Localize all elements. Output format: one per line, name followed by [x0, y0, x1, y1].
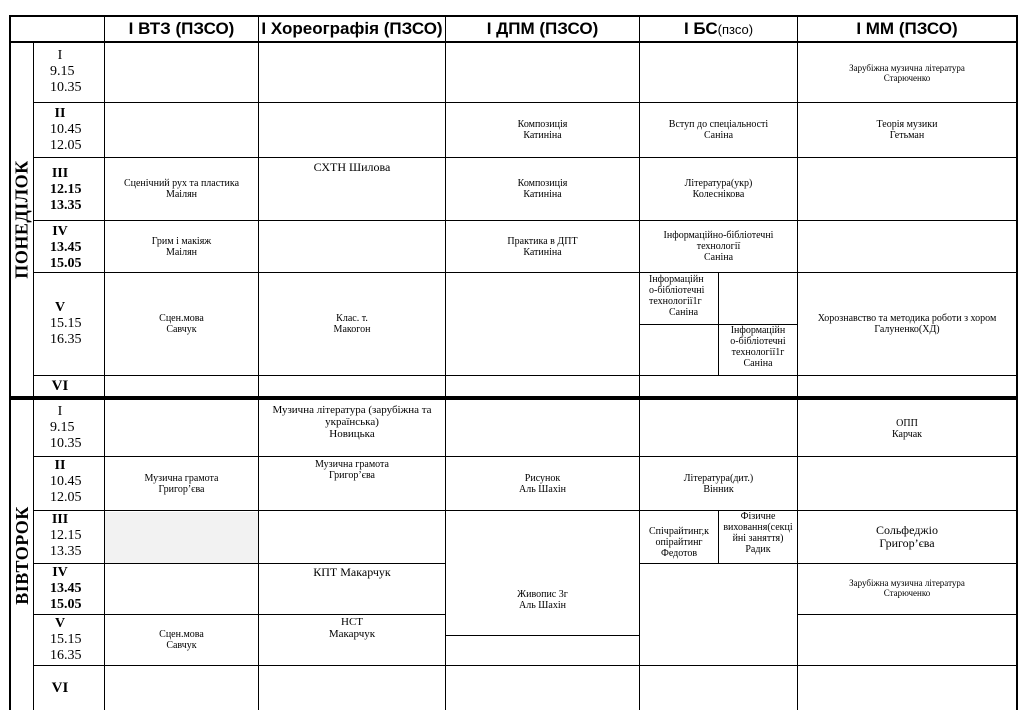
slot-mon-1: I 9.15 10.35: [50, 48, 82, 95]
lesson-mon-2-mm: Теорія музики Гетьман: [876, 119, 938, 141]
header-dpm: І ДПМ (ПЗСО): [486, 19, 599, 38]
lesson-tue-5-chor: НСТ Макарчук: [328, 616, 376, 640]
header-vtz: І ВТЗ (ПЗСО): [128, 19, 235, 38]
slot-tue-5: V 15.15 16.35: [50, 616, 82, 663]
slot-tue-3: III 12.15 13.35: [50, 512, 82, 559]
lesson-tue-4-chor: КПТ Макарчук: [313, 565, 391, 579]
lesson-tue-5-vtz: Сцен.мова Савчук: [159, 629, 204, 651]
slot-mon-2: II 10.45 12.05: [50, 106, 82, 153]
row-line: [34, 563, 446, 564]
header-bs: І БС (пзсо): [683, 19, 754, 38]
lesson-tue-2-vtz: Музична грамота Григор’єва: [144, 472, 219, 495]
lesson-tue-3-bs-b: Фізичне виховання(секці йні заняття) Радик: [723, 511, 793, 555]
day-tuesday: ВІВТОРОК: [11, 505, 32, 605]
lesson-mon-4-vtz: Грим і макіяж Маілян: [151, 235, 212, 258]
lesson-tue-2-dpm: Рисунок Аль Шахін: [519, 472, 566, 495]
top-border: [10, 15, 1017, 17]
lesson-mon-3-dpm: Композиція Катиніна: [517, 178, 568, 200]
lesson-mon-1-mm: Зарубіжна музична література Старюченко: [849, 62, 965, 83]
lesson-mon-5-vtz: Сцен.мова Савчук: [159, 313, 204, 335]
right-border: [1016, 15, 1018, 710]
header-mm: І ММ (ПЗСО): [856, 19, 958, 38]
lesson-tue-3-mm: Сольфеджіо Григор’єва: [876, 523, 938, 550]
lesson-mon-2-dpm: Композиція Катиніна: [517, 119, 568, 141]
row-line: [640, 563, 1017, 564]
slot-mon-5: V 15.15 16.35: [50, 300, 82, 347]
lesson-tue-2-bs: Література(дит.) Вінник: [683, 472, 754, 495]
lesson-tue-2-chor: Музична грамота Григор’єва: [315, 459, 389, 481]
header-choreography: І Хореографія (ПЗСО): [261, 19, 443, 38]
lesson-mon-2-bs: Вступ до спеціальності Саніна: [668, 119, 769, 141]
lesson-mon-4-bs: Інформаційно-бібліотечні технології Саніна: [663, 230, 774, 263]
slot-mon-3: III 12.15 13.35: [50, 166, 82, 213]
lesson-mon-3-vtz: Сценічний рух та пластика Маілян: [123, 178, 240, 200]
empty-shaded-cell: [105, 512, 259, 564]
lesson-mon-5-bs-b: Інформаційн о-бібліотечні технології1г Саніна: [730, 325, 786, 369]
lesson-mon-5-mm: Хорознавство та методика роботи з хором Галуненко(ХД): [817, 313, 997, 335]
lesson-tue-3-bs-a: Спічрайтинг,к опірайтинг Федотов: [648, 525, 710, 559]
lesson-tue-4-mm: Зарубіжна музична література Старюченко: [849, 578, 965, 598]
lesson-mon-5-chor: Клас. т. Макогон: [333, 313, 371, 335]
slot-tue-4: IV 13.45 15.05: [50, 565, 82, 612]
slot-tue-2: II 10.45 12.05: [50, 458, 82, 505]
lesson-tue-4-dpm: Живопис 3г Аль Шахін: [517, 588, 568, 611]
lesson-mon-5-bs-a: Інформаційн о-бібліотечні технології1г Саніна: [649, 274, 705, 318]
lesson-mon-4-dpm: Практика в ДПТ Катиніна: [507, 235, 578, 258]
lesson-tue-1-mm: ОПП Карчак: [891, 417, 923, 440]
day-separator: [10, 396, 1017, 400]
slot-mon-4: IV 13.45 15.05: [50, 224, 82, 271]
row-line: [34, 375, 1017, 376]
row-line: [798, 614, 1017, 615]
day-monday: ПОНЕДІЛОК: [11, 160, 32, 279]
slot-tue-1: I 9.15 10.35: [50, 404, 82, 451]
row-line: [446, 635, 640, 636]
lesson-mon-3-chor: СХТН Шилова: [313, 160, 391, 174]
slot-mon-6: VI: [51, 378, 69, 394]
lesson-tue-1-chor: Музична література (зарубіжна та українська) Новицька: [272, 404, 432, 440]
lesson-mon-3-bs: Література(укр) Колеснікова: [684, 178, 753, 200]
slot-tue-6: VI: [51, 680, 69, 696]
row-line: [34, 665, 1017, 666]
